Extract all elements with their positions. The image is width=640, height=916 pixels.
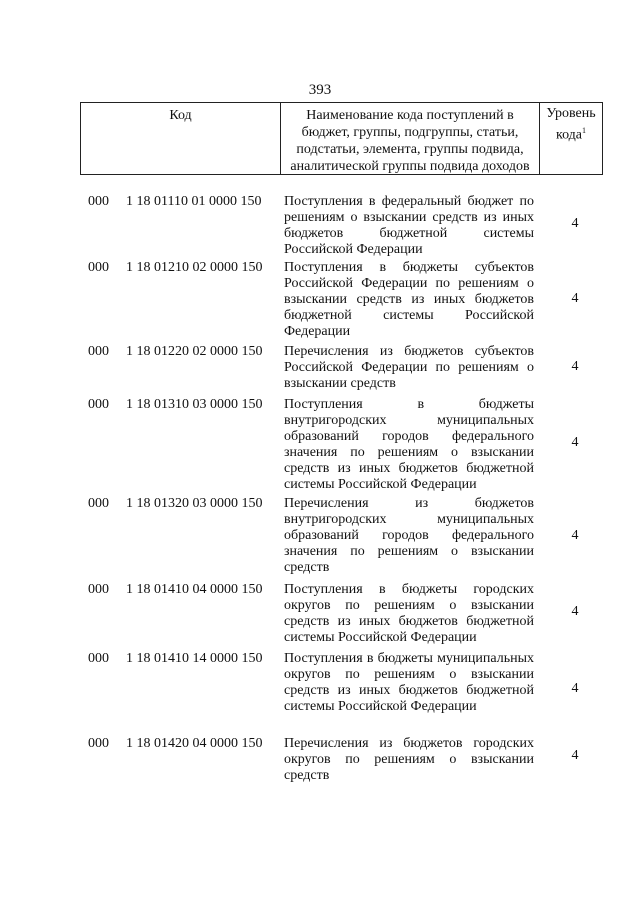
row-code: 1 18 01220 02 0000 150 bbox=[126, 344, 263, 359]
row-code: 1 18 01410 04 0000 150 bbox=[126, 582, 263, 597]
row-code: 1 18 01420 04 0000 150 bbox=[126, 736, 263, 751]
row-name: Поступления в бюджеты субъектов Российской Федерации по решениям о взыскании средств из иных бюджетов бюджетной системы Российской Федерации bbox=[284, 260, 534, 339]
row-prefix: 000 bbox=[88, 194, 109, 209]
row-code: 1 18 01110 01 0000 150 bbox=[126, 194, 262, 209]
header-code: Код bbox=[81, 103, 281, 174]
row-level: 4 bbox=[571, 291, 579, 306]
row-code: 1 18 01410 14 0000 150 bbox=[126, 651, 263, 666]
header-level-text: Уровень кода bbox=[546, 106, 596, 143]
table-header bbox=[80, 102, 603, 175]
row-level: 4 bbox=[571, 435, 579, 450]
row-level: 4 bbox=[571, 748, 579, 763]
row-level: 4 bbox=[571, 681, 579, 696]
row-code: 1 18 01320 03 0000 150 bbox=[126, 496, 263, 511]
row-name: Поступления в бюджеты муниципальных округов по решениям о взыскании средств из иных бюджетов бюджетной системы Российской Федерации bbox=[284, 651, 534, 714]
row-name: Поступления в федеральный бюджет по решениям о взыскании средств из иных бюджетов бюджетной системы Российской Федерации bbox=[284, 194, 534, 257]
page-number: 393 bbox=[308, 82, 332, 98]
row-prefix: 000 bbox=[88, 496, 109, 511]
row-level: 4 bbox=[571, 528, 579, 543]
header-name: Наименование кода поступлений в бюджет, группы, подгруппы, статьи, подстатьи, элемента, группы подвида, аналитической группы подвида доходов bbox=[281, 103, 540, 174]
row-level: 4 bbox=[571, 359, 579, 374]
row-code: 1 18 01210 02 0000 150 bbox=[126, 260, 263, 275]
header-level bbox=[540, 103, 602, 174]
row-name: Перечисления из бюджетов внутригородских муниципальных образований городов федерального значения по решениям о взыскании средств bbox=[284, 496, 534, 575]
row-code: 1 18 01310 03 0000 150 bbox=[126, 397, 263, 412]
row-prefix: 000 bbox=[88, 344, 109, 359]
row-prefix: 000 bbox=[88, 651, 109, 666]
row-prefix: 000 bbox=[88, 260, 109, 275]
row-prefix: 000 bbox=[88, 582, 109, 597]
row-name: Поступления в бюджеты внутригородских муниципальных образований городов федерального значения по решениям о взыскании средств из иных бюджетов бюджетной системы Российской Федерации bbox=[284, 397, 534, 492]
row-level: 4 bbox=[571, 216, 579, 231]
row-level: 4 bbox=[571, 604, 579, 619]
row-name: Перечисления из бюджетов субъектов Российской Федерации по решениям о взыскании средств bbox=[284, 344, 534, 391]
header-level-footnote: 1 bbox=[582, 126, 587, 135]
row-prefix: 000 bbox=[88, 736, 109, 751]
row-name: Поступления в бюджеты городских округов по решениям о взыскании средств из иных бюджетов бюджетной системы Российской Федерации bbox=[284, 582, 534, 645]
row-name: Перечисления из бюджетов городских округов по решениям о взыскании средств bbox=[284, 736, 534, 783]
row-prefix: 000 bbox=[88, 397, 109, 412]
